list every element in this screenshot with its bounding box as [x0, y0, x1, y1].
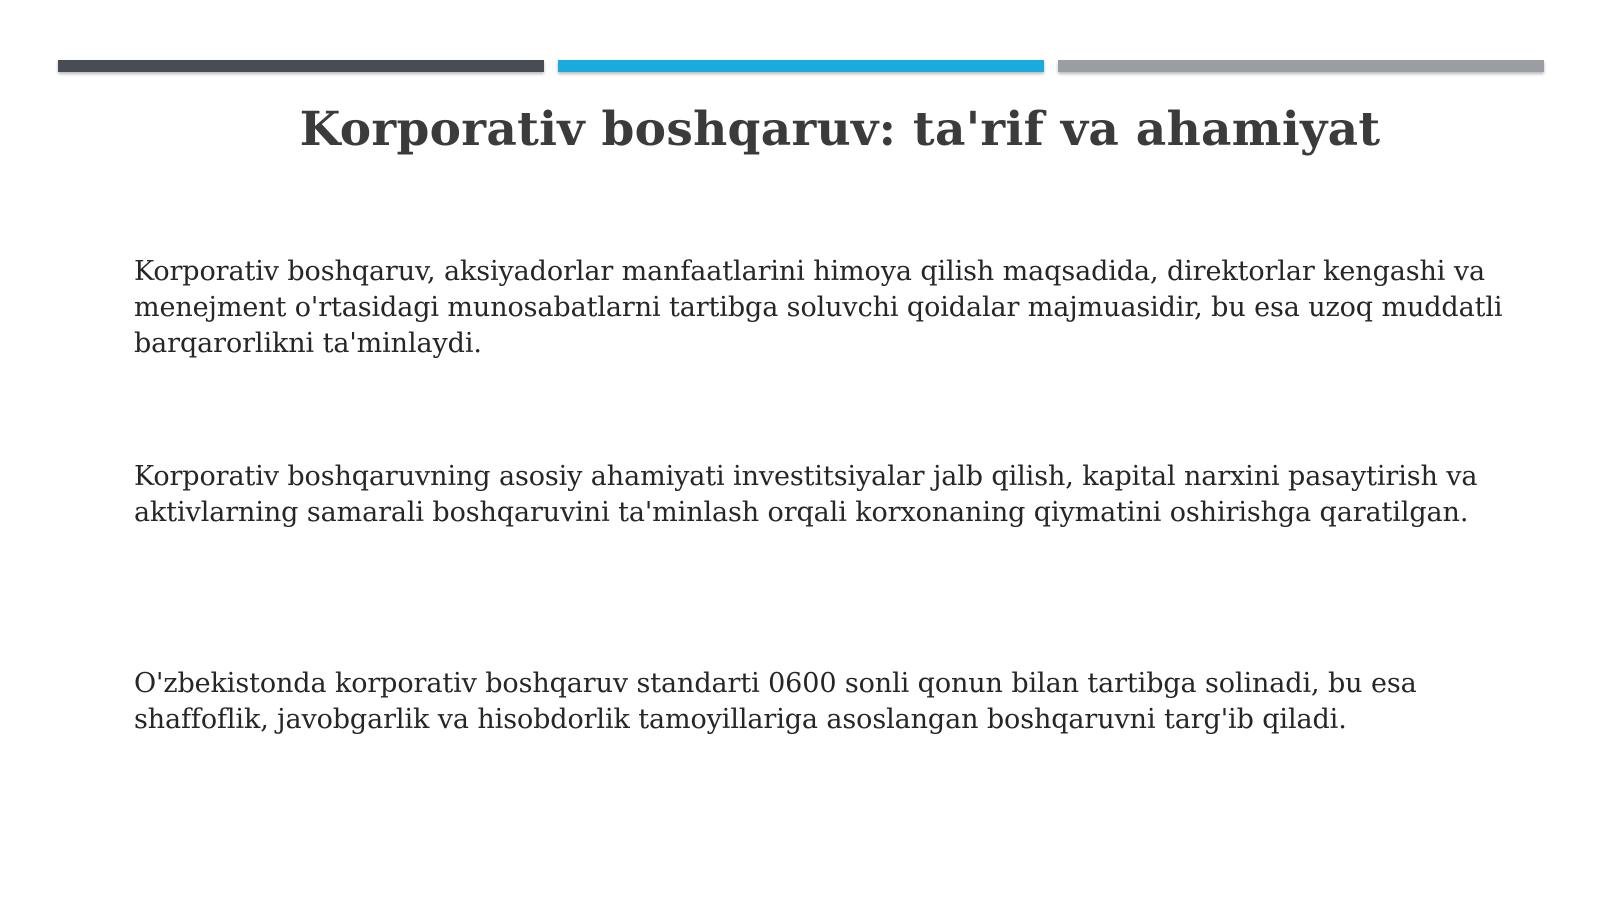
header-bar-blue — [558, 60, 1044, 72]
slide-title: Korporativ boshqaruv: ta'rif va ahamiyat — [299, 102, 1381, 157]
header-bar-dark — [58, 60, 544, 72]
paragraph-importance: Korporativ boshqaruvning asosiy ahamiyati investitsiyalar jalb qilish, kapital narxini pasaytirish va aktivlarning samarali boshqaruvini ta'minlash orqali korxonaning qiymatini oshirishga qaratilgan. — [134, 461, 1478, 528]
paragraph-definition: Korporativ boshqaruv, aksiyadorlar manfaatlarini himoya qilish maqsadida, direktorlar kengashi va menejment o'rtasidagi munosabatlarni tartibga soluvchi qoidalar majmuasidir, bu esa uzoq muddatli barqarorlikni ta'minlaydi. — [134, 256, 1503, 359]
header-bar-gray — [1058, 60, 1544, 72]
paragraph-uzbekistan-standard: O'zbekistonda korporativ boshqaruv standarti 0600 sonli qonun bilan tartibga solinadi, bu esa shaffoflik, javobgarlik va hisobdorlik tamoyillariga asoslangan boshqaruvni targ'ib qiladi. — [134, 668, 1417, 735]
